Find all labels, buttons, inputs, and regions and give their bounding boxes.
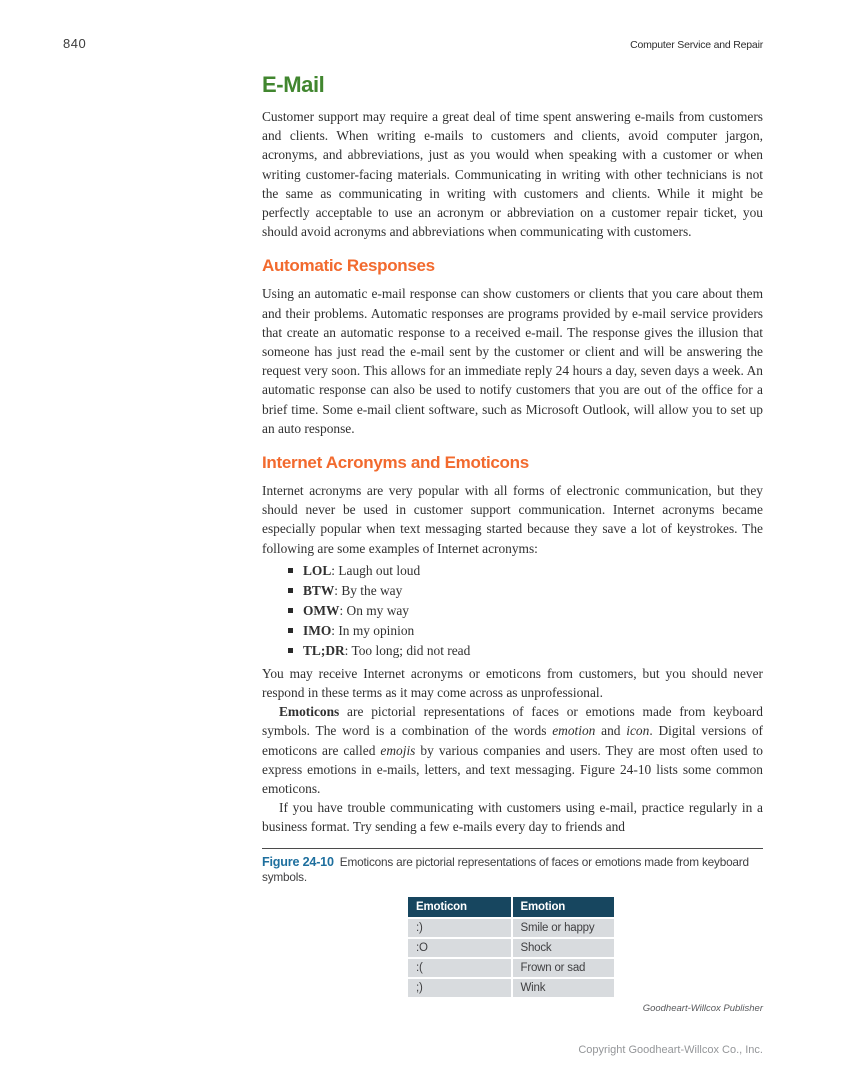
table-row	[408, 957, 614, 977]
square-bullet-icon	[288, 648, 293, 653]
cell-emoticon: :(	[408, 957, 513, 977]
paragraph-practice: If you have trouble communicating with customers using e-mail, practice regularly in a business format. Try sending a few e-mails every day to friends and	[262, 800, 763, 835]
acronym-bullet-list	[262, 561, 763, 661]
figure-24-10	[262, 848, 763, 1014]
table-header-emotion: Emotion	[513, 897, 615, 917]
paragraph-email-intro: Customer support may require a great deal of time spent answering e-mails from customers and clients. When writing e-mails to customers and clients, avoid computer jargon, acronyms, and abbreviations, just as you would when speaking with a customer or when writing customer-facing materials. Communicating in writing with other technicians is not the same as communicating in writing with customers and clients. While it might be perfectly acceptable to use an acronym or abbreviation on a customer repair ticket, you should avoid acronyms and abbreviations when communicating with customers.	[262, 109, 763, 240]
paragraph-after-list: You may receive Internet acronyms or emoticons from customers, but you should never respond in these terms as it may come across as unprofessional.	[262, 665, 763, 701]
square-bullet-icon	[288, 608, 293, 613]
main-text-column	[262, 72, 763, 1014]
cell-emoticon: :O	[408, 937, 513, 957]
figure-caption	[262, 855, 763, 885]
cell-emotion: Wink	[513, 977, 615, 997]
table-row	[408, 917, 614, 937]
list-item-text: TL;DR: Too long; did not read	[303, 642, 471, 658]
cell-emoticon: :)	[408, 917, 513, 937]
page-number: 840	[63, 36, 87, 51]
square-bullet-icon	[288, 628, 293, 633]
square-bullet-icon	[288, 588, 293, 593]
list-item-text: BTW: By the way	[303, 582, 403, 598]
list-item-text: OMW: On my way	[303, 602, 410, 618]
list-item-tldr	[288, 641, 763, 661]
copyright-notice: Copyright Goodheart-Willcox Co., Inc.	[578, 1044, 763, 1056]
list-item-omw	[288, 601, 763, 621]
figure-credit: Goodheart-Willcox Publisher	[642, 1002, 763, 1014]
section-title-email: E-Mail	[262, 72, 325, 97]
list-item-lol	[288, 561, 763, 581]
paragraph-emoticons-definition: Emoticons are pictorial representations of faces or emotions made from keyboard symbols. The word is a combination of the words emotion and icon. Digital versions of emoticons are called emojis by various companies and users. They are most often used to express emotions in e-mails, letters, and text messaging. Figure 24-10 lists some common emoticons.	[262, 704, 764, 797]
paragraph-acronyms-intro: Internet acronyms are very popular with all forms of electronic communication, but they should never be used in customer support communication. Internet acronyms became especially popular when text messaging started because they save a lot of keystrokes. The following are some examples of Internet acronyms:	[262, 483, 763, 556]
table-row	[408, 937, 614, 957]
subsection-title-automatic-responses: Automatic Responses	[262, 256, 435, 276]
list-item-btw	[288, 581, 763, 601]
square-bullet-icon	[288, 568, 293, 573]
table-header-emoticon: Emoticon	[408, 897, 513, 917]
subsection-title-internet-acronyms: Internet Acronyms and Emoticons	[262, 453, 529, 473]
table-row	[408, 977, 614, 997]
list-item-text: LOL: Laugh out loud	[303, 562, 421, 578]
cell-emotion: Shock	[513, 937, 615, 957]
list-item-imo	[288, 621, 763, 641]
figure-label: Figure 24-10	[262, 854, 334, 869]
list-item-text: IMO: In my opinion	[303, 622, 415, 638]
paragraph-automatic-responses: Using an automatic e-mail response can show customers or clients that you care about them and their problems. Automatic responses are programs provided by e-mail service providers that create an automatic response to a received e-mail. The response gives the illusion that someone has just read the e-mail sent by the customer or client and will be answering the request very soon. This allows for an immediate reply 24 hours a day, seven days a week. An automatic response can also be used to notify customers that you are out of the office for a brief time. Some e-mail client software, such as Microsoft Outlook, will allow you to set up an auto response.	[262, 286, 763, 436]
cell-emotion: Smile or happy	[513, 917, 615, 937]
emoticon-table	[408, 897, 614, 997]
cell-emotion: Frown or sad	[513, 957, 615, 977]
table-header-row	[408, 897, 614, 917]
figure-caption-text: Emoticons are pictorial representations of faces or emotions made from keyboard symbols.	[262, 854, 749, 884]
cell-emoticon: ;)	[408, 977, 513, 997]
running-head-title: Computer Service and Repair	[630, 39, 763, 51]
running-header	[63, 36, 763, 51]
